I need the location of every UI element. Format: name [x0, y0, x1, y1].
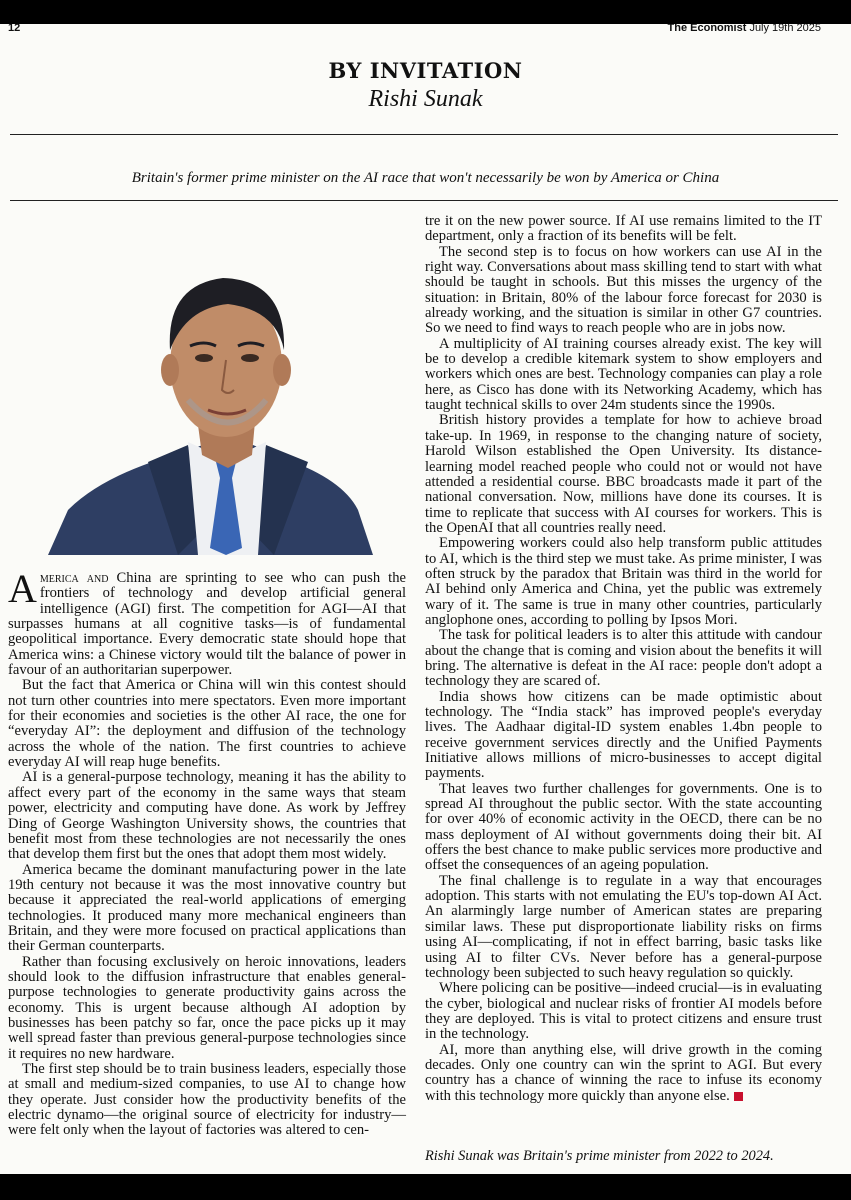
author-byline: Rishi Sunak — [368, 86, 483, 112]
body-paragraph: That leaves two further challenges for governments. One is to spread AI throughout the public sector. With the state accounting for over 40% of economic activity in the OECD, there can be no mass deployment of AI without governments doing their bit. AI offers the best chance to make public services more productive and offset the consequences of an ageing population. — [425, 780, 822, 874]
issue-date: July 19th 2025 — [749, 24, 821, 34]
drop-cap: A — [8, 566, 37, 611]
masthead — [668, 24, 821, 34]
author-footnote: Rishi Sunak was Britain's prime minister from 2022 to 2024. — [425, 1148, 774, 1164]
body-paragraph: AI is a general-purpose technology, meaning it has the ability to affect every part of the economy in the same ways that steam power, electricity and computing have done. As work by Jeffrey Ding of George Washington University shows, the countries that benefit most from these technologies are not necessarily the ones that develop them first but the ones that adopt them most widely. — [8, 769, 406, 863]
body-paragraph: Empowering workers could also help transform public attitudes to AI, which is the third step we must take. As prime minister, I was often struck by the paradox that Britain was third in the world for AI behind only America and China, yet the public was extremely wary of it. The same is true in many other countries, particularly anglophone ones, according to polling by Ipsos Mori. — [425, 535, 822, 628]
body-paragraph: But the fact that America or China will win this contest should not turn other countries into mere spectators. Even more important for their economies and societies is the other AI race, the one for “everyday AI”: the deployment and diffusion of the technology across the whole of the nation. The first countries to achieve everyday AI will reap huge benefits. — [8, 677, 406, 771]
body-paragraph: The final challenge is to regulate in a way that encourages adoption. This starts with not emulating the EU's top-down AI Act. An alarmingly large number of American states are preparing similar laws. These put disproportionate liability risks on firms using AI—complicating, if not in effect barring, basic tasks like using AI to filter CVs. Never before has a general-purpose technology been subjected to such heavy regulation so quickly. — [425, 872, 822, 981]
bottom-rule — [10, 200, 838, 201]
page-number: 12 — [8, 24, 21, 34]
standfirst: Britain's former prime minister on the AI race that won't necessarily be won by America or China — [131, 170, 720, 186]
body-paragraph: The second step is to focus on how workers can use AI in the right way. Conversations about mass skilling tend to start with what should be taught in schools. But this misses the urgency of the situation: in Britain, 80% of the labour force forecast for 2030 is already working, and the situation is similar in other G7 countries. So we need to find ways to reach people who are in jobs now. — [425, 243, 822, 337]
closing-paragraph: AI, more than anything else, will drive growth in the coming decades. Only one country can win the sprint to AGI. But every country has a chance of winning the race to infuse its economy with this technology more quickly than anyone else. — [425, 1041, 822, 1104]
body-paragraph: Where policing can be positive—indeed crucial—is in evaluating the cyber, biological and nuclear risks of frontier AI models before they are deployed. This is vital to protect citizens and ensure trust in the technology. — [425, 980, 822, 1043]
body-paragraph: A multiplicity of AI training courses already exist. The key will be to develop a credible kitemark system to show employers and workers which ones are best. Technology companies can play a role here, as Cisco has done with its Networking Academy, which has taught technical skills to over 24m students since the 1990s. — [425, 335, 822, 414]
publication-name: The Economist — [667, 24, 747, 34]
body-paragraph: tre it on the new power source. If AI use remains limited to the IT department, only a fraction of its benefits will be felt. — [425, 213, 822, 245]
end-mark-icon — [734, 1092, 743, 1101]
magazine-page — [0, 24, 851, 1174]
body-paragraph: The first step should be to train business leaders, especially those at small and medium-sized companies, to use AI to change how they operate. Just consider how the productivity benefits of the electric dynamo—the original source of electricity for industry—were felt only when the layout of factories was altered to cen- — [8, 1061, 406, 1139]
top-rule — [10, 134, 838, 135]
body-paragraph: America became the dominant manufacturing power in the late 19th century not because it was the most innovative country but because it appreciated the real-world applications of emerging technologies. It produced many more mechanical engineers than Britain, and they were more focused on practical applications than their German counterparts. — [8, 861, 406, 955]
body-paragraph: The task for political leaders is to alter this attitude with candour about the change that is coming and vision about the benefits it will bring. The alternative is defeat in the AI race: people don't adopt a technology they are scared of. — [425, 627, 822, 690]
section-title: BY INVITATION — [328, 58, 523, 83]
bottom-bar — [0, 1174, 851, 1200]
body-paragraph: India shows how citizens can be made optimistic about technology. The “India stack” has improved people's everyday lives. The Aadhaar digital-ID system enables 1.4bn people to receive government services directly and the Unified Payments Initiative allows millions of micro-businesses to accept digital payments. — [425, 688, 822, 782]
lead-paragraph: America and China are sprinting to see who can push the frontiers of technology and develop artificial general intelligence (AGI) first. The competition for AGI—AI that surpasses humans at all cognitive tasks—is of fundamental geopolitical importance. Every democratic state should hope that America wins: a Chinese victory would tilt the balance of power in favour of an authoritarian superpower. — [8, 566, 406, 679]
top-bar — [0, 0, 851, 24]
author-portrait — [38, 230, 378, 560]
body-paragraph: Rather than focusing exclusively on heroic innovations, leaders should look to the diffusion infrastructure that enables general-purpose technologies to generate productivity gains across the economy. This is urgent because although AI adoption by businesses has been patchy so far, once the pace picks up it may well spread faster than previous general-purpose technologies since it requires no new hardware. — [8, 953, 406, 1062]
right-column — [425, 214, 822, 1104]
left-column — [8, 566, 406, 1139]
body-paragraph: British history provides a template for how to achieve broad take-up. In 1969, in response to the changing nature of society, Harold Wilson established the Open University. Its distance-learning model reached people who could not or would not have attended a residential course. BBC broadcasts made it part of the national conversation. Now, millions have done its courses. It is time to replicate that success with AI courses for workers. This is the OpenAI that all countries really need. — [425, 412, 822, 536]
lead-smallcaps: merica and — [39, 570, 109, 586]
